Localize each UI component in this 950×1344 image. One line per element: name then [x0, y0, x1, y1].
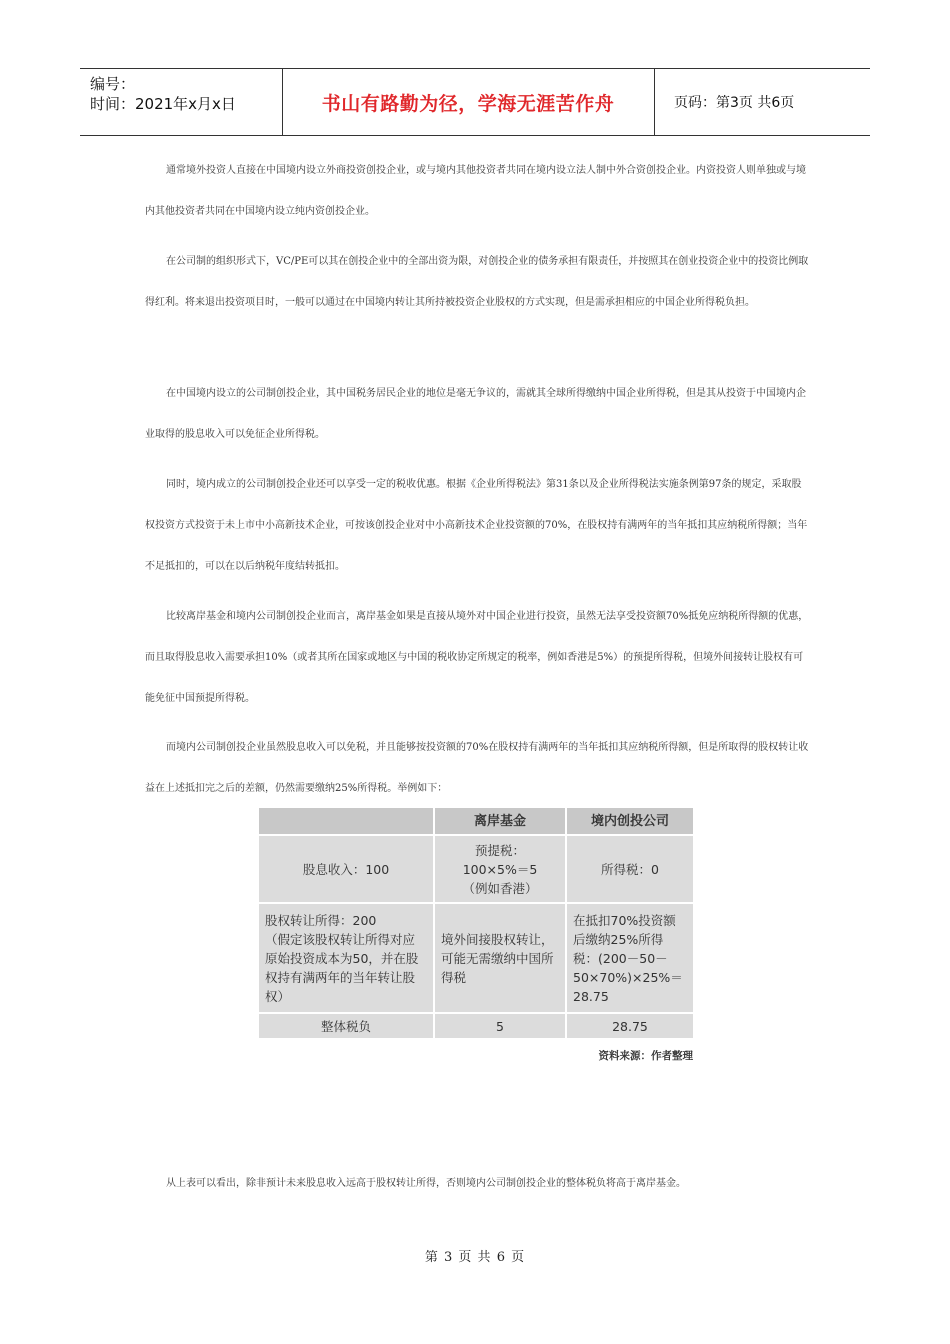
tax-comparison-table — [257, 806, 695, 1040]
paragraph-4: 同时，境内成立的公司制创投企业还可以享受一定的税收优惠。根据《企业所得税法》第31条以及企业所得税法实施条例第97条的规定，采取股权投资方式投资于未上市中小高新技术企业，可按该创投企业对中小高新技术企业投资额的70%，在股权持有满两年的当年抵扣其应纳税所得额；当年不足抵扣的，可以在以后纳税年度结转抵扣。 — [145, 479, 808, 572]
header-page-info — [664, 69, 870, 135]
page-footer: 第 3 页 共 6 页 — [424, 1250, 526, 1265]
table-source-note: 资料来源：作者整理 — [598, 1050, 693, 1062]
table-cell: 28.75 — [566, 1013, 694, 1039]
table-cell: 股权转让所得：200 （假定该股权转让所得对应原始投资成本为50，并在股权持有满两年的当年转让股权） — [258, 903, 434, 1013]
table-cell: 在抵扣70%投资额后缴纳25%所得税：(200－50－50×70%)×25%＝28.75 — [566, 903, 694, 1013]
paragraph-5: 比较离岸基金和境内公司制创投企业而言，离岸基金如果是直接从境外对中国企业进行投资，虽然无法享受投资额70%抵免应纳税所得额的优惠，而且取得股息收入需要承担10%（或者其所在国家或地区与中国的税收协定所规定的税率，例如香港是5%）的预提所得税，但境外间接转让股权有可能免征中国预提所得税。 — [145, 611, 809, 704]
date-label: 时间：2021年x月x日 — [90, 95, 236, 113]
page-info-text: 页码：第3页 共6页 — [674, 95, 795, 111]
table-header-cell — [258, 807, 434, 835]
page-header — [80, 68, 870, 136]
table-row — [258, 1013, 694, 1039]
table-header-row — [258, 807, 694, 835]
table-cell: 5 — [434, 1013, 566, 1039]
table-cell: 整体税负 — [258, 1013, 434, 1039]
header-meta — [80, 69, 283, 135]
table-cell: 所得税：0 — [566, 835, 694, 903]
table-row — [258, 903, 694, 1013]
table-header-cell: 境内创投公司 — [566, 807, 694, 835]
paragraph-2: 在公司制的组织形式下，VC/PE可以其在创投企业中的全部出资为限，对创投企业的债务承担有限责任，并按照其在创业投资企业中的投资比例取得红利。将来退出投资项目时，一般可以通过在中国境内转让其所持被投资企业股权的方式实现，但是需承担相应的中国企业所得税负担。 — [145, 256, 809, 308]
table-cell: 境外间接股权转让，可能无需缴纳中国所得税 — [434, 903, 566, 1013]
header-motto: 书山有路勤为径，学海无涯苦作舟 — [282, 69, 655, 135]
paragraph-6: 而境内公司制创投企业虽然股息收入可以免税，并且能够按投资额的70%在股权持有满两年的当年抵扣其应纳税所得额，但是所取得的股权转让收益在上述抵扣完之后的差额，仍然需要缴纳25%所得税。举例如下： — [145, 742, 809, 794]
conclusion-paragraph: 从上表可以看出，除非预计未来股息收入远高于股权转让所得，否则境内公司制创投企业的整体税负将高于离岸基金。 — [166, 1178, 686, 1189]
table-header-cell: 离岸基金 — [434, 807, 566, 835]
table-cell: 预提税： 100×5%＝5 （例如香港） — [434, 835, 566, 903]
paragraph-1: 通常境外投资人直接在中国境内设立外商投资创投企业，或与境内其他投资者共同在境内设立法人制中外合资创投企业。内资投资人则单独或与境内其他投资者共同在中国境内设立纯内资创投企业。 — [145, 165, 806, 217]
tax-comparison-figure — [257, 806, 693, 1066]
paragraph-3: 在中国境内设立的公司制创投企业，其中国税务居民企业的地位是毫无争议的，需就其全球所得缴纳中国企业所得税，但是其从投资于中国境内企业取得的股息收入可以免征企业所得税。 — [145, 388, 806, 440]
table-cell: 股息收入：100 — [258, 835, 434, 903]
table-row — [258, 835, 694, 903]
serial-label: 编号： — [90, 75, 136, 93]
